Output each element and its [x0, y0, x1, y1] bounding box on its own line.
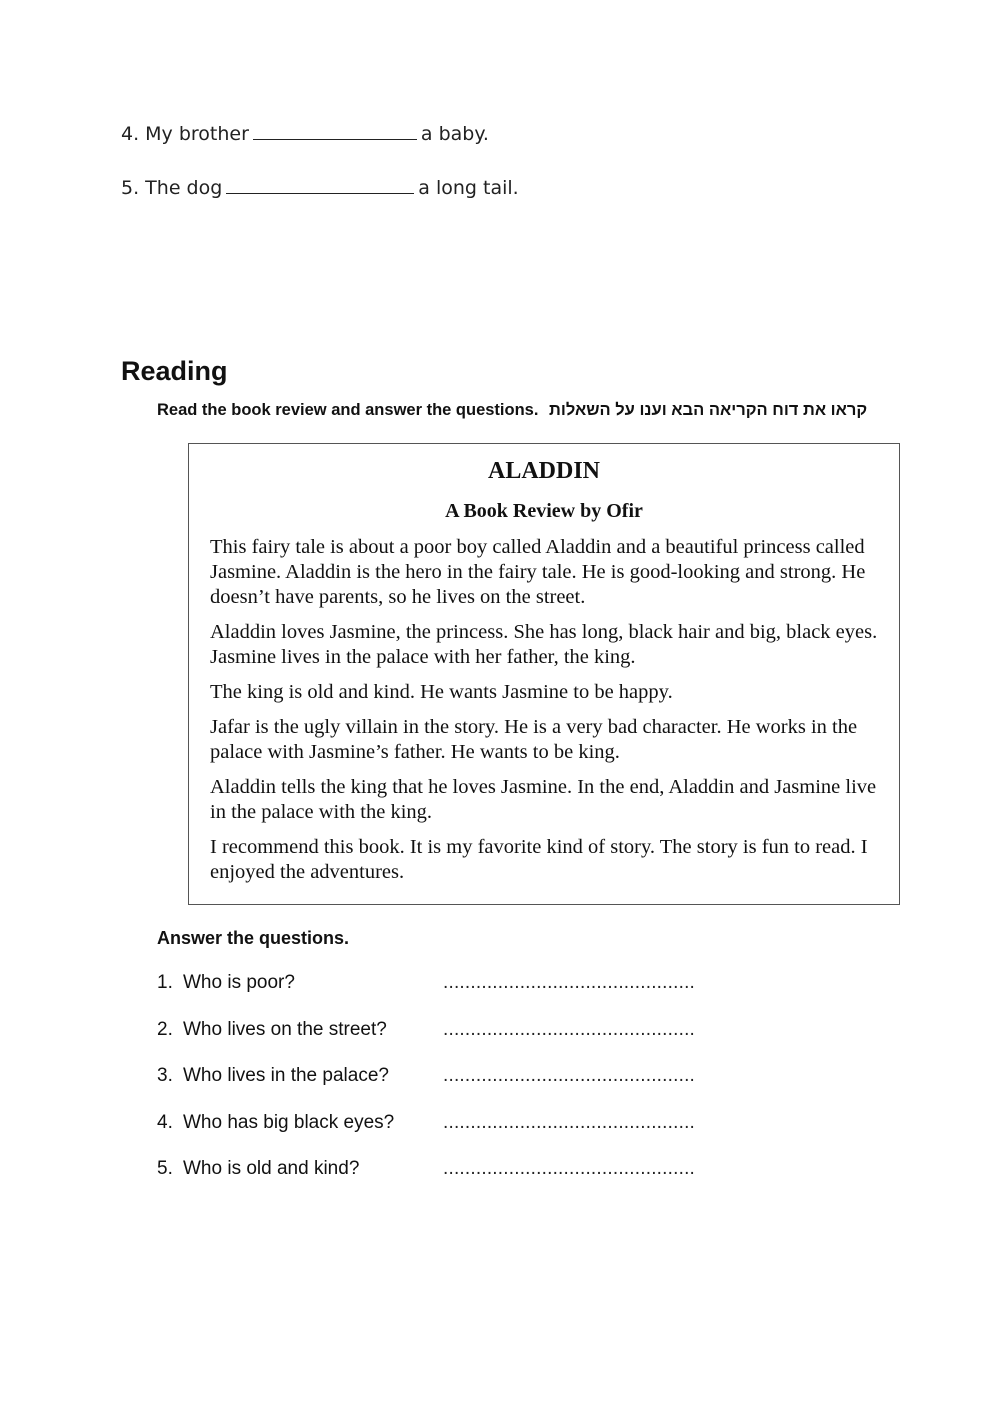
review-paragraph: The king is old and kind. He wants Jasmine to be happy. [210, 681, 673, 703]
review-title: ALADDIN [487, 458, 600, 484]
question-text: Who is old and kind? [183, 1158, 360, 1179]
question-row [157, 1112, 757, 1159]
answer-blank[interactable] [226, 177, 414, 194]
sentence-end: a baby. [420, 123, 489, 145]
review-subtitle: A Book Review by Ofir [445, 500, 643, 522]
reading-instruction [157, 401, 913, 420]
answer-blank[interactable] [253, 123, 417, 140]
review-paragraph: Aladdin loves Jasmine, the princess. She has long, black hair and big, black eyes. Jasmine lives in the palace with her father, the king. [210, 621, 878, 668]
answer-line[interactable]: .............................................. [443, 1158, 696, 1179]
question-number: 3. [157, 1065, 173, 1086]
review-paragraph: I recommend this book. It is my favorite kind of story. The story is fun to read. I enjoyed the adventures. [210, 836, 868, 883]
question-row [157, 1158, 757, 1205]
question-number: 4. [157, 1111, 173, 1133]
question-number: 5. [157, 1158, 173, 1179]
question-text: Who is poor? [183, 972, 295, 993]
answer-line[interactable]: .............................................. [443, 1018, 696, 1040]
question-text: Who lives in the palace? [183, 1065, 389, 1086]
review-body [210, 535, 878, 895]
fill-in-sentence-4 [121, 123, 489, 145]
answer-line[interactable]: .............................................. [443, 972, 696, 993]
review-paragraph: Jafar is the ugly villain in the story. He is a very bad character. He works in the palace with Jasmine’s father. He wants to be king. [210, 716, 858, 763]
fill-in-sentence-5 [121, 177, 519, 199]
questions-heading: Answer the questions. [157, 928, 350, 948]
question-row [157, 1019, 757, 1066]
review-paragraph: Aladdin tells the king that he loves Jasmine. In the end, Aladdin and Jasmine live in the palace with the king. [210, 776, 877, 823]
sentence-start: 4. My brother [121, 123, 249, 145]
question-text: Who lives on the street? [183, 1018, 387, 1040]
answer-line[interactable]: .............................................. [443, 1065, 696, 1086]
instruction-english: Read the book review and answer the questions. [157, 401, 539, 419]
section-title: Reading [121, 356, 228, 386]
sentence-start: 5. The dog [121, 177, 223, 199]
question-number: 2. [157, 1018, 173, 1040]
book-review-box [188, 443, 900, 905]
sentence-end: a long tail. [418, 177, 519, 199]
question-text: Who has big black eyes? [183, 1111, 395, 1133]
review-paragraph: This fairy tale is about a poor boy called Aladdin and a beautiful princess called Jasmine. Aladdin is the hero in the fairy tale. He is good-looking and strong. He doesn’t have parents, so he lives on the street. [210, 536, 866, 608]
question-list [157, 972, 757, 1205]
question-number: 1. [157, 972, 173, 993]
answer-line[interactable]: .............................................. [443, 1111, 696, 1133]
question-row [157, 972, 757, 1019]
instruction-hebrew: קראו את דוח הקריאה הבא וענו על השאלות [549, 401, 868, 419]
question-row [157, 1065, 757, 1112]
